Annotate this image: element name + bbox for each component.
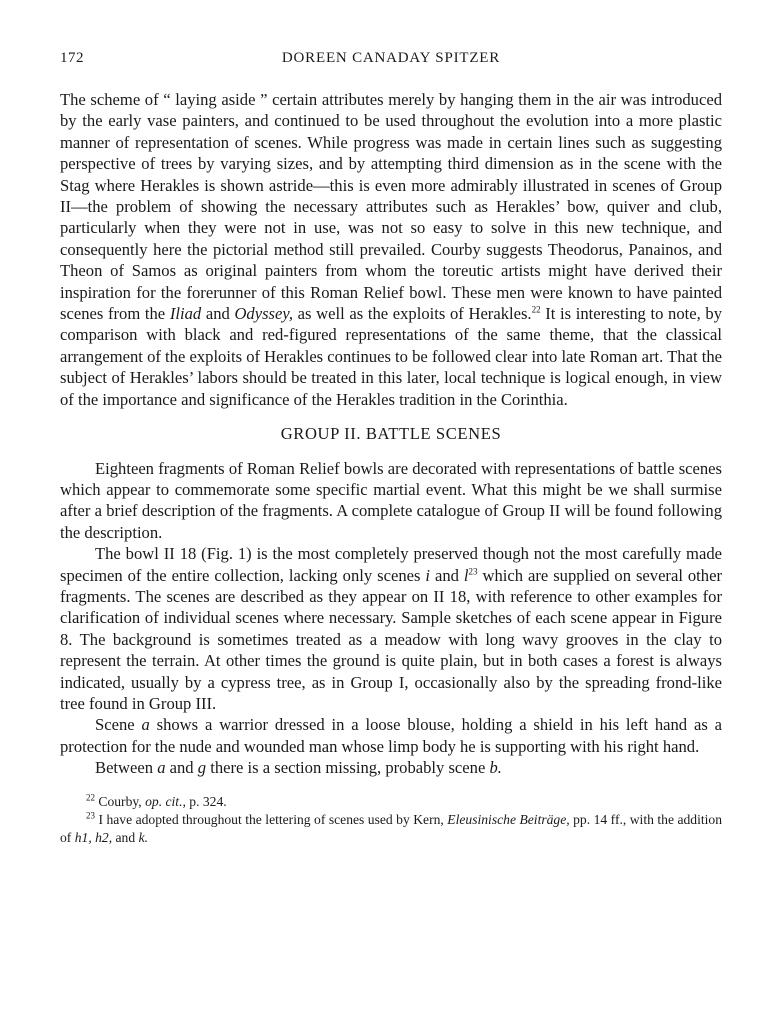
- page-header: [60, 50, 722, 74]
- italic-title: Odyssey,: [234, 304, 293, 324]
- section-heading: GROUP II. BATTLE SCENES: [280, 424, 502, 444]
- text: Between: [95, 758, 158, 778]
- scene-letter: a: [157, 758, 166, 778]
- italic-title: Iliad: [169, 304, 202, 324]
- text: p. 324.: [185, 793, 227, 809]
- footnote-mark: 23: [86, 810, 95, 821]
- text: and: [201, 304, 235, 324]
- text: which are supplied on several other fragments. The scenes are described as they appear on II 18, with reference to other examples for clarification of individual scenes where necessary. Sample sketches of each scene appear in Figure 8. The background is sometimes treated as a meadow with long wavy grooves in the clay to represent the terrain. At other times the ground is quite plain, but in both cases a forest is always indicated, usually by a cypress tree, as in Group I, occasionally also by the spreading frond-like tree found in Group III.: [60, 565, 722, 713]
- scene-letter: g: [197, 758, 207, 778]
- footnotes: [60, 793, 722, 847]
- text: and: [430, 565, 464, 585]
- text: Courby,: [95, 793, 146, 809]
- scene-letter: b.: [489, 758, 502, 778]
- text: I have adopted throughout the lettering of scenes used by Kern,: [95, 811, 448, 827]
- text: and: [112, 829, 139, 845]
- text: The bowl II 18 (Fig. 1) is the most completely preserved though not the most carefully made specimen of the entire collection, lacking only scenes: [60, 544, 722, 585]
- footnote-22: [60, 793, 722, 811]
- paragraph-2: Eighteen fragments of Roman Relief bowls are decorated with representations of battle scenes which appear to commemorate some specific martial event. What this might be we shall surmise after a brief description of the fragments. A complete catalogue of Group II will be found following the description.: [60, 458, 722, 542]
- text: Scene: [95, 715, 142, 735]
- page-number: 172: [60, 50, 84, 66]
- paragraph-5: [60, 757, 722, 778]
- footnote-ref-22: 22: [531, 304, 541, 315]
- text: as well as the exploits of Herakles.: [292, 304, 532, 324]
- text: It is interesting to note, by comparison with black and red-figured representations of the same theme, that the classical arrangement of the exploits of Herakles continues to be followed clear into late Roman art. That the subject of Herakles’ labors should be treated in this later, local technique is logical enough, in view of the importance and significance of the Herakles tradition in the Corinthia.: [60, 304, 723, 409]
- paragraph-4: [60, 714, 722, 757]
- italic-text: k.: [138, 829, 148, 845]
- scene-letter: i: [425, 565, 431, 585]
- text: and: [165, 758, 198, 778]
- scene-letter: l: [463, 565, 469, 585]
- italic-title: Eleusinische Beiträge,: [447, 811, 570, 827]
- paragraph-3: [60, 543, 722, 714]
- running-head: DOREEN CANADAY SPITZER: [281, 50, 501, 66]
- text: there is a section missing, probably scene: [206, 758, 490, 778]
- footnote-mark: 22: [86, 792, 95, 803]
- footnote-ref-23: 23: [468, 566, 478, 576]
- italic-text: op. cit.,: [145, 793, 186, 809]
- page: [60, 50, 722, 847]
- paragraph-1: [60, 89, 722, 410]
- italic-text: h1, h2,: [74, 829, 113, 845]
- text: pp. 14 ff., with the addition of: [60, 811, 722, 845]
- footnote-23: [60, 811, 722, 847]
- text: shows a warrior dressed in a loose blouse, holding a shield in his left hand as a protection for the nude and wounded man whose limp body he is supporting with his right hand.: [60, 715, 722, 756]
- scene-letter: a: [141, 715, 150, 735]
- text: The scheme of “ laying aside ” certain attributes merely by hanging them in the air was introduced by the early vase painters, and continued to be used throughout the evolution into a more plastic manner of representation of scenes. While progress was made in certain lines such as suggesting perspective of trees by varying sizes, and by attempting third dimension as in the scene with the Stag where Herakles is shown astride—this is even more admirably illustrated in scenes of Group II—the problem of showing the necessary attributes such as Herakles’ bow, quiver and club, particularly when they were not in use, was not so easy to solve in this new technique, and consequently here the pictorial method still prevailed. Courby suggests Theodorus, Panainos, and Theon of Samos as original painters from whom the toreutic artists might have derived their inspiration for the forerunner of this Roman Relief bowl. These men were known to have painted scenes from the: [60, 90, 722, 324]
